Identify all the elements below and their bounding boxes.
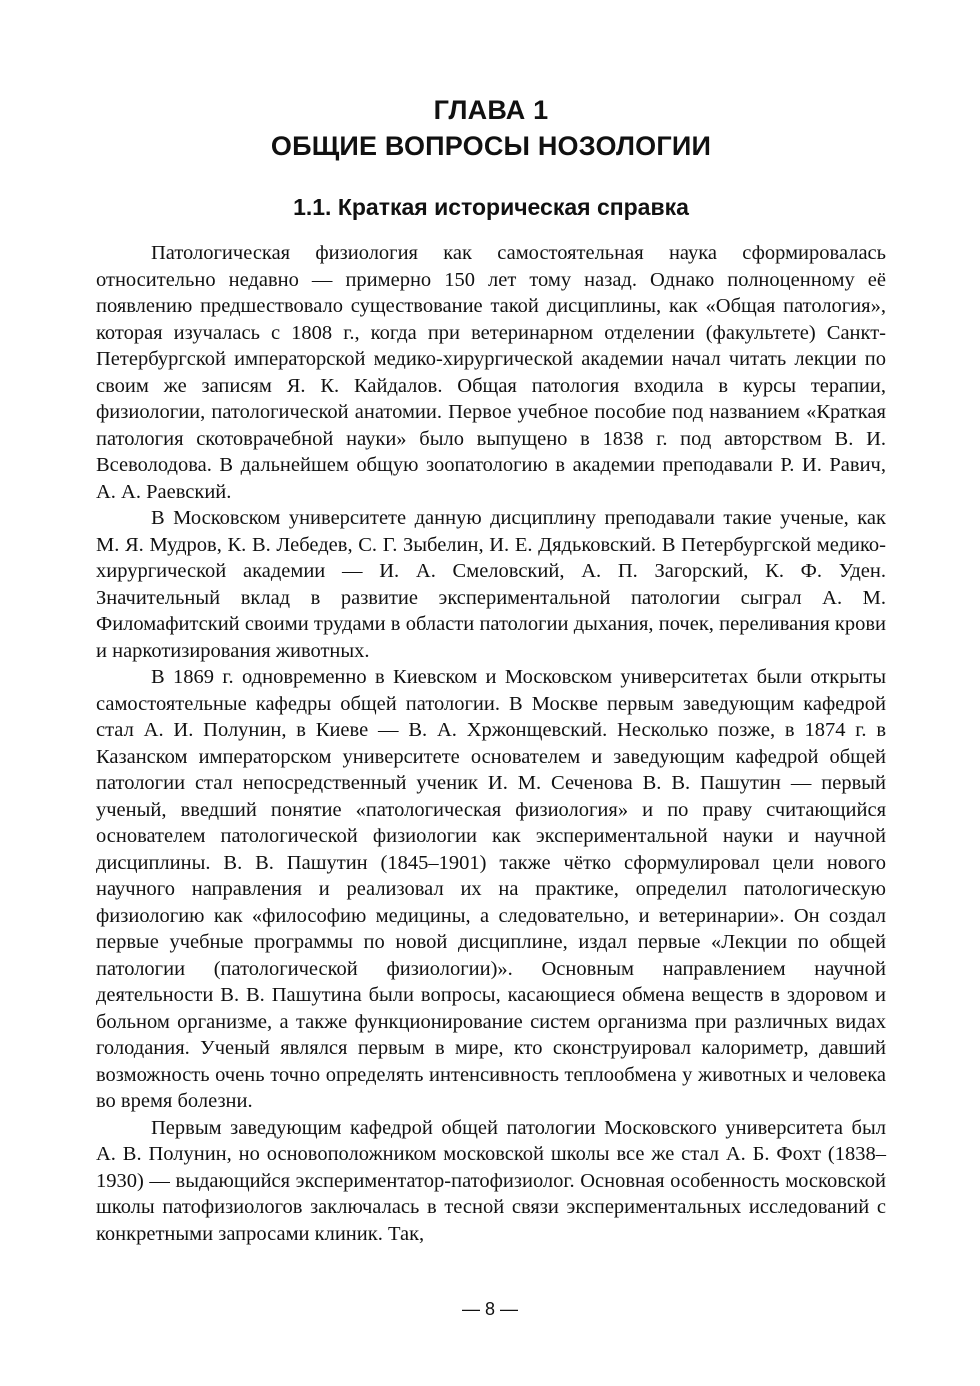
- chapter-number: ГЛАВА 1: [433, 95, 549, 125]
- body-text: [96, 240, 886, 1247]
- paragraph-4: Первым заведующим кафедрой общей патологии Московского университета был А. В. Полунин, но основоположником московской школы все же стал А. Б. Фохт (1838–1930) — выдающийся экспериментатор-патофизиолог. Основная особенность московской школы патофизиологов заключалась в тесной связи экспериментальных исследований с конкретными запросами клиник. Так,: [96, 1116, 886, 1245]
- paragraph-2: В Московском университете данную дисциплину преподавали такие ученые, как М. Я. Мудров, К. В. Лебедев, С. Г. Зыбелин, И. Е. Дядьковский. В Петербургской медико-хирургической академии — И. А. Смеловский, А. П. Загорский, К. Ф. Уден. Значительный вклад в развитие экспериментальной патологии сыграл А. М. Филомафитский своими трудами в области патологии дыхания, почек, переливания крови и наркотизирования животных.: [96, 507, 886, 662]
- chapter-heading: [96, 92, 886, 164]
- document-page: [96, 92, 886, 1247]
- chapter-title: ОБЩИЕ ВОПРОСЫ НОЗОЛОГИИ: [270, 131, 712, 161]
- paragraph-3: В 1869 г. одновременно в Киевском и Московском университетах были открыты самостоятельные кафедры общей патологии. В Москве первым заведующим кафедрой стал А. И. Полунин, в Киеве — В. А. Хржонщевский. Несколько позже, в 1874 г. в Казанском императорском университете основателем и заведующим кафедрой общей патологии стал непосредственный ученик И. М. Сеченова В. В. Пашутин — первый ученый, введший понятие «патологическая физиология» и по праву считающийся основателем патологической физиологии как экспериментальной науки и научной дисциплины. В. В. Пашутин (1845–1901) также чётко сформулировал цели нового научного направления и реализовал их на практике, определил патологическую физиологию как «философию медицины, а следовательно, и ветеринарии». Он создал первые учебные программы по новой дисциплине, издал первые «Лекции по общей патологии (патологической физиологии)». Основным направлением научной деятельности В. В. Пашутина были вопросы, касающиеся обмена веществ в здоровом и больном организме, а также функционирование систем организма при различных видах голодания. Ученый являлся первым в мире, кто сконструировал калориметр, давший возможность очень точно определять интенсивность теплообмена у животных и человека во время болезни.: [96, 666, 886, 1112]
- section-title: 1.1. Краткая историческая справка: [293, 194, 689, 220]
- page-number: — 8 —: [461, 1299, 518, 1319]
- paragraph-1: Патологическая физиология как самостоятельная наука сформировалась относительно недавно — примерно 150 лет тому назад. Однако полноценному её появлению предшествовало существование такой дисциплины, как «Общая патология», которая изучалась с 1808 г., когда при ветеринарном отделении (факультете) Санкт-Петербургской императорской медико-хирургической академии начал читать лекции по своим же записям Я. К. Кайдалов. Общая патология входила в курсы терапии, физиологии, патологической анатомии. Первое учебное пособие под названием «Краткая патология скотоврачебной науки» было выпущено в 1838 г. под авторством В. И. Всеволодова. В дальнейшем общую зоопатологию в академии преподавали Р. И. Равич, А. А. Раевский.: [96, 242, 886, 503]
